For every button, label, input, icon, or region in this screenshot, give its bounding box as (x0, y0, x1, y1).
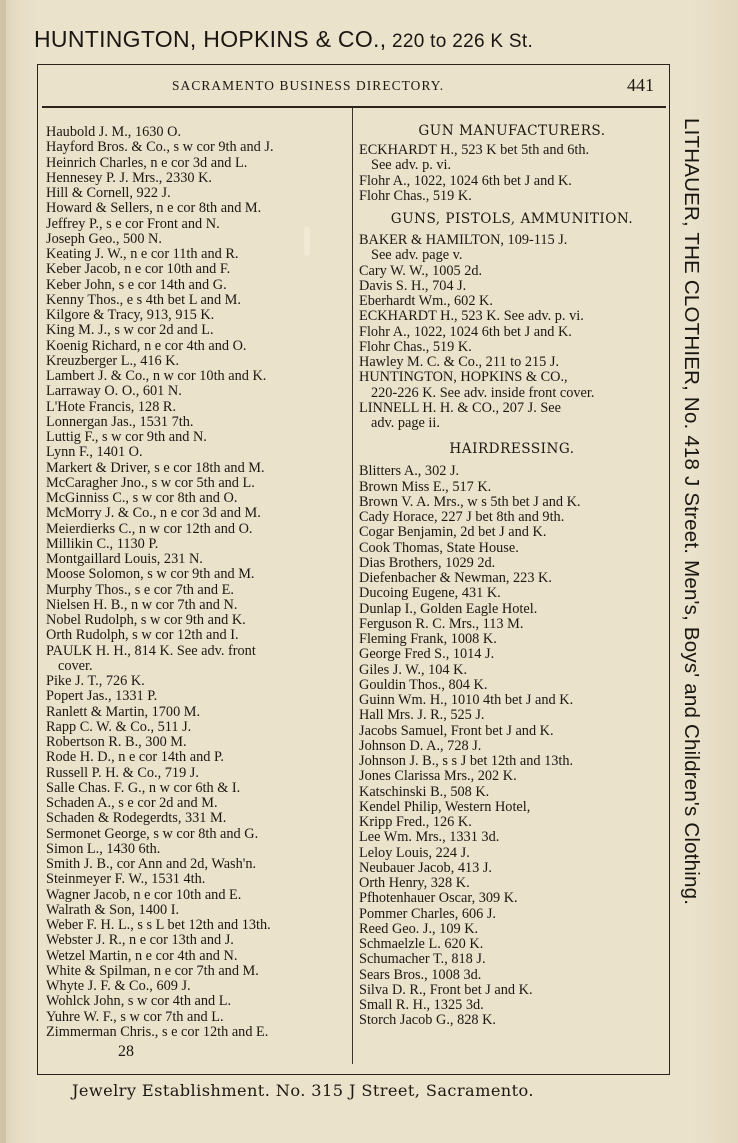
entry-text: Schaden & Rodegerdts, 331 M. (46, 810, 227, 827)
entry-text: Murphy Thos., s e cor 7th and E. (46, 581, 234, 598)
directory-entry (359, 464, 665, 479)
entry-text: Moose Solomon, s w cor 9th and M. (46, 566, 255, 583)
directory-entry (46, 186, 348, 201)
entry-text: Gouldin Thos., 804 K. (359, 676, 488, 693)
directory-entry (46, 872, 348, 887)
entry-text: Neubauer Jacob, 413 J. (359, 859, 493, 876)
directory-entry (46, 827, 348, 842)
directory-entry (359, 678, 665, 693)
entry-text: Jones Clarissa Mrs., 202 K. (359, 768, 517, 785)
directory-entry (359, 370, 665, 401)
entry-text: Kilgore & Tracy, 913, 915 K. (46, 307, 215, 323)
entry-text: King M. J., s w cor 2d and L. (46, 322, 214, 339)
entry-text: Whyte J. F. & Co., 609 J. (46, 978, 191, 994)
entry-text: Johnson D. A., 728 J. (359, 737, 482, 754)
entry-text: Ranlett & Martin, 1700 M. (46, 703, 201, 720)
entry-text: Flohr A., 1022, 1024 6th bet J and K. (359, 172, 572, 189)
directory-entry (359, 541, 665, 556)
directory-entry (46, 933, 348, 948)
entry-text: Lynn F., 1401 O. (46, 444, 143, 461)
directory-entry (359, 617, 665, 632)
entry-text: Russell P. H. & Co., 719 J. (46, 764, 199, 781)
directory-entry (46, 247, 348, 262)
entry-text: Zimmerman Chris., s e cor 12th and E. (46, 1023, 269, 1040)
directory-entry (359, 174, 665, 189)
directory-entry (359, 754, 665, 769)
directory-entry (46, 156, 348, 171)
directory-entry (359, 294, 665, 309)
right-column (359, 125, 665, 1029)
entry-text: Leloy Louis, 224 J. (359, 844, 470, 861)
entry-text: Brown V. A. Mrs., w s 5th bet J and K. (359, 493, 581, 510)
entry-text: Fleming Frank, 1008 K. (359, 631, 497, 647)
directory-entry (46, 705, 348, 720)
entry-text: Cogar Benjamin, 2d bet J and K. (359, 524, 547, 541)
directory-entry (359, 556, 665, 571)
directory-entry (359, 876, 665, 891)
entry-text: Diefenbacher & Newman, 223 K. (359, 570, 552, 586)
directory-entry (359, 724, 665, 739)
directory-entry (359, 983, 665, 998)
entry-text: Wetzel Martin, n e cor 4th and N. (46, 947, 238, 964)
entry-text: Pike J. T., 726 K. (46, 673, 145, 689)
entry-text: LINNELL H. H. & CO., 207 J. See (359, 399, 561, 416)
paper-blemish (304, 226, 310, 256)
entry-text: Popert Jas., 1331 P. (46, 688, 158, 705)
directory-entry (359, 143, 665, 174)
entry-text: Brown Miss E., 517 K. (359, 478, 492, 495)
entry-continuation: See adv. p. vi. (371, 157, 452, 174)
entry-text: Lee Wm. Mrs., 1331 3d. (359, 829, 500, 846)
directory-entry (46, 1025, 348, 1040)
directory-entry (46, 476, 348, 491)
directory-entry (359, 189, 665, 204)
directory-entry (359, 815, 665, 830)
directory-entry (359, 693, 665, 708)
company-address: 220 to 226 K St. (386, 31, 534, 52)
entry-text: Cady Horace, 227 J bet 8th and 9th. (359, 509, 565, 525)
entry-text: Small R. H., 1325 3d. (359, 997, 484, 1013)
directory-entry (46, 278, 348, 293)
entry-text: Orth Henry, 328 K. (359, 875, 470, 891)
entry-text: Johnson J. B., s s J bet 12th and 13th. (359, 753, 574, 769)
directory-entry (359, 708, 665, 723)
directory-entry (46, 522, 348, 537)
page-number: 441 (627, 75, 654, 95)
directory-entry (46, 628, 348, 643)
directory-entry (46, 323, 348, 338)
footer-advert: Jewelry Establishment. No. 315 J Street, Sacramento. (72, 1081, 534, 1100)
directory-entry (46, 781, 348, 796)
directory-entry (46, 308, 348, 323)
entry-text: McCaragher Jno., s w cor 5th and L. (46, 474, 255, 491)
entry-text: Howard & Sellers, n e cor 8th and M. (46, 200, 262, 217)
directory-entry (359, 998, 665, 1013)
entry-text: Lambert J. & Co., n w cor 10th and K. (46, 368, 267, 384)
directory-entry (46, 857, 348, 872)
entry-text: Blitters A., 302 J. (359, 463, 460, 480)
directory-entry (359, 325, 665, 340)
entry-text: Guinn Wm. H., 1010 4th bet J and K. (359, 692, 574, 708)
directory-entry (46, 400, 348, 415)
entry-text: Pommer Charles, 606 J. (359, 905, 497, 922)
directory-entry (46, 354, 348, 369)
directory-entry (46, 994, 348, 1009)
directory-entry (359, 830, 665, 845)
directory-entry (46, 384, 348, 399)
directory-entry (46, 644, 348, 675)
entry-text: Larraway O. O., 601 N. (46, 383, 182, 400)
entry-text: Webster J. R., n e cor 13th and J. (46, 932, 234, 949)
entry-text: Steinmeyer F. W., 1531 4th. (46, 871, 206, 888)
directory-entry (359, 279, 665, 294)
entry-text: ECKHARDT H., 523 K bet 5th and 6th. (359, 142, 590, 158)
entry-text: Joseph Geo., 500 N. (46, 230, 162, 247)
header-rule (42, 106, 666, 108)
directory-entry (46, 201, 348, 216)
entry-text: Giles J. W., 104 K. (359, 661, 468, 678)
directory-entry (359, 800, 665, 815)
directory-entry (359, 647, 665, 662)
entry-text: Rapp C. W. & Co., 511 J. (46, 718, 192, 735)
entry-text: Keating J. W., n e cor 11th and R. (46, 246, 239, 262)
entry-text: Sermonet George, s w cor 8th and G. (46, 825, 259, 842)
entry-text: Hayford Bros. & Co., s w cor 9th and J. (46, 139, 274, 156)
entry-text: Flohr A., 1022, 1024 6th bet J and K. (359, 323, 572, 340)
entry-text: Cary W. W., 1005 2d. (359, 262, 483, 279)
directory-entry (359, 525, 665, 540)
directory-entry (46, 1010, 348, 1025)
entry-text: Flohr Chas., 519 K. (359, 187, 472, 204)
entry-text: Flohr Chas., 519 K. (359, 338, 472, 355)
side-advert: LITHAUER, THE CLOTHIER, No. 418 J Street. Men's, Boys' and Children's Clothing. (680, 118, 703, 906)
entry-text: Simon L., 1430 6th. (46, 840, 161, 857)
directory-entry (46, 262, 348, 277)
entry-text: Schaden A., s e cor 2d and M. (46, 795, 218, 811)
entry-text: McMorry J. & Co., n e cor 3d and M. (46, 505, 261, 522)
entry-text: Wohlck John, s w cor 4th and L. (46, 993, 232, 1010)
directory-entry (46, 140, 348, 155)
directory-entry (359, 907, 665, 922)
entry-text: Kenny Thos., e s 4th bet L and M. (46, 291, 241, 308)
entry-continuation: 220-226 K. See adv. inside front cover. (371, 384, 595, 401)
directory-entry (46, 949, 348, 964)
directory-entry (46, 766, 348, 781)
entry-continuation: adv. page ii. (371, 415, 440, 431)
entry-text: Kripp Fred., 126 K. (359, 814, 472, 830)
directory-entry (359, 586, 665, 601)
directory-entry (359, 401, 665, 432)
directory-entry (46, 811, 348, 826)
directory-entry (46, 583, 348, 598)
entry-text: Cook Thomas, State House. (359, 539, 519, 556)
directory-entry (359, 952, 665, 967)
entry-text: Hill & Cornell, 922 J. (46, 185, 171, 201)
directory-entry (46, 918, 348, 933)
directory-entry (46, 720, 348, 735)
entry-text: Millikin C., 1130 P. (46, 535, 159, 552)
directory-entry (46, 217, 348, 232)
directory-entry (359, 769, 665, 784)
directory-entry (359, 663, 665, 678)
entry-text: White & Spilman, n e cor 7th and M. (46, 962, 259, 979)
entry-text: Wagner Jacob, n e cor 10th and E. (46, 886, 242, 903)
entry-text: Orth Rudolph, s w cor 12th and I. (46, 627, 239, 644)
entry-text: Yuhre W. F., s w cor 7th and L. (46, 1008, 224, 1025)
entry-text: Dunlap I., Golden Eagle Hotel. (359, 600, 538, 617)
directory-entry (359, 922, 665, 937)
entry-text: Koenig Richard, n e cor 4th and O. (46, 337, 247, 354)
entry-text: Katschinski B., 508 K. (359, 783, 490, 800)
directory-entry (359, 495, 665, 510)
entry-text: Haubold J. M., 1630 O. (46, 124, 182, 140)
directory-entry (46, 796, 348, 811)
directory-entry (46, 903, 348, 918)
entry-text: Keber Jacob, n e cor 10th and F. (46, 261, 231, 278)
entry-text: Eberhardt Wm., 602 K. (359, 293, 493, 309)
entry-text: Nielsen H. B., n w cor 7th and N. (46, 596, 238, 613)
directory-entry (359, 891, 665, 906)
entry-text: Ducoing Eugene, 431 K. (359, 585, 501, 602)
entry-text: Hennesey P. J. Mrs., 2330 K. (46, 169, 212, 186)
section-heading: GUNS, PISTOLS, AMMUNITION. (390, 211, 634, 227)
entry-text: Sears Bros., 1008 3d. (359, 966, 482, 983)
directory-entry (46, 598, 348, 613)
directory-entry (359, 739, 665, 754)
directory-entry (46, 613, 348, 628)
company-name: HUNTINGTON, HOPKINS & CO., (34, 26, 387, 52)
directory-entry (359, 355, 665, 370)
entry-text: Jacobs Samuel, Front bet J and K. (359, 722, 554, 739)
directory-entry (46, 888, 348, 903)
entry-text: Storch Jacob G., 828 K. (359, 1012, 496, 1029)
entry-text: L'Hote Francis, 128 R. (46, 398, 177, 415)
entry-text: Reed Geo. J., 109 K. (359, 920, 479, 937)
entry-text: PAULK H. H., 814 K. See adv. front (46, 642, 256, 659)
signature-mark: 28 (118, 1043, 134, 1060)
directory-entry (359, 340, 665, 355)
directory-entry (46, 369, 348, 384)
directory-entry (46, 979, 348, 994)
left-column (46, 125, 348, 1040)
entry-text: Schumacher T., 818 J. (359, 951, 486, 968)
entry-text: Kendel Philip, Western Hotel, (359, 798, 531, 815)
entry-text: Hawley M. C. & Co., 211 to 215 J. (359, 354, 560, 370)
entry-text: McGinniss C., s w cor 8th and O. (46, 490, 238, 506)
directory-entry (46, 430, 348, 445)
directory-entry (46, 171, 348, 186)
entry-text: Lonnergan Jas., 1531 7th. (46, 413, 194, 430)
directory-entry (46, 552, 348, 567)
directory-entry (46, 750, 348, 765)
entry-text: Ferguson R. C. Mrs., 113 M. (359, 615, 524, 632)
entry-text: Smith J. B., cor Ann and 2d, Wash'n. (46, 856, 257, 872)
entry-continuation: cover. (58, 657, 93, 674)
directory-entry (46, 842, 348, 857)
directory-entry (46, 674, 348, 689)
directory-entry (46, 232, 348, 247)
directory-entry (46, 735, 348, 750)
section-heading: HAIRDRESSING. (449, 441, 575, 458)
directory-entry (46, 415, 348, 430)
directory-entry (46, 293, 348, 308)
directory-entry (359, 571, 665, 586)
entry-text: ECKHARDT H., 523 K. See adv. p. vi. (359, 308, 584, 325)
entry-text: Markert & Driver, s e cor 18th and M. (46, 459, 265, 476)
entry-text: George Fred S., 1014 J. (359, 646, 495, 663)
entry-text: Nobel Rudolph, s w cor 9th and K. (46, 612, 246, 628)
entry-text: Dias Brothers, 1029 2d. (359, 554, 496, 571)
directory-entry (46, 506, 348, 521)
entry-text: Salle Chas. F. G., n w cor 6th & I. (46, 779, 241, 796)
entry-text: Hall Mrs. J. R., 525 J. (359, 707, 485, 724)
directory-entry (359, 785, 665, 800)
entry-text: Kreuzberger L., 416 K. (46, 352, 180, 369)
directory-entry (46, 339, 348, 354)
page-edge (0, 0, 6, 1143)
entry-text: Rode H. D., n e cor 14th and P. (46, 749, 224, 766)
directory-entry (46, 461, 348, 476)
directory-entry (359, 233, 665, 264)
directory-entry (46, 567, 348, 582)
directory-entry (46, 689, 348, 704)
entry-text: BAKER & HAMILTON, 109-115 J. (359, 232, 568, 248)
directory-entry (46, 537, 348, 552)
entry-text: Silva D. R., Front bet J and K. (359, 981, 533, 998)
section-heading: GUN MANUFACTURERS. (418, 123, 606, 139)
entry-text: Heinrich Charles, n e cor 3d and L. (46, 154, 248, 171)
directory-entry (46, 964, 348, 979)
entry-text: Montgaillard Louis, 231 N. (46, 551, 203, 567)
directory-entry (359, 632, 665, 647)
directory-entry (359, 510, 665, 525)
directory-entry (359, 968, 665, 983)
directory-entry (359, 480, 665, 495)
entry-text: Keber John, s e cor 14th and G. (46, 276, 227, 293)
entry-text: Pfhotenhauer Oscar, 309 K. (359, 890, 518, 907)
running-head (42, 76, 662, 98)
entry-text: Walrath & Son, 1400 I. (46, 901, 180, 918)
directory-entry (46, 445, 348, 460)
entry-text: Davis S. H., 704 J. (359, 277, 467, 294)
directory-entry (46, 125, 348, 140)
directory-entry (359, 846, 665, 861)
directory-entry (359, 602, 665, 617)
directory-entry (359, 264, 665, 279)
entry-text: Meierdierks C., n w cor 12th and O. (46, 520, 253, 537)
entry-text: Jeffrey P., s e cor Front and N. (46, 215, 220, 232)
directory-title: SACRAMENTO BUSINESS DIRECTORY. (172, 78, 445, 93)
entry-continuation: See adv. page v. (371, 247, 463, 264)
directory-entry (359, 1013, 665, 1028)
entry-text: HUNTINGTON, HOPKINS & CO., (359, 369, 568, 386)
entry-text: Luttig F., s w cor 9th and N. (46, 429, 207, 445)
directory-entry (359, 861, 665, 876)
entry-text: Weber F. H. L., s s L bet 12th and 13th. (46, 917, 271, 933)
directory-entry (359, 937, 665, 952)
directory-entry (359, 309, 665, 324)
entry-text: Robertson R. B., 300 M. (46, 734, 187, 750)
column-divider (352, 108, 353, 1064)
directory-entry (46, 491, 348, 506)
top-advert-header (34, 26, 533, 53)
entry-text: Schmaelzle L. 620 K. (359, 936, 484, 952)
